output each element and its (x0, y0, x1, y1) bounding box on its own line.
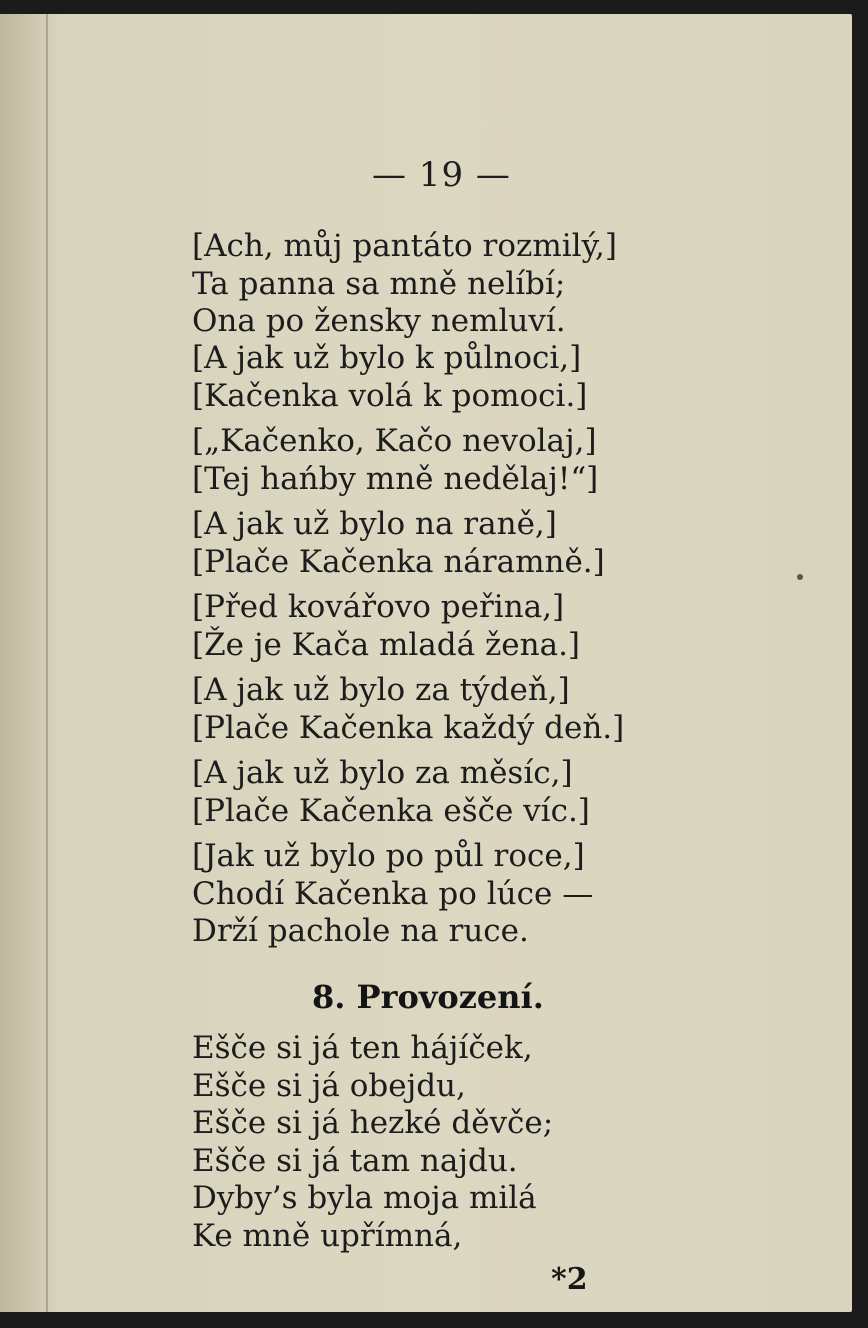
verse-line: [Plače Kačenka náramně.] (192, 543, 605, 580)
verse-line: [A jak už bylo na raně,] (192, 506, 557, 542)
verse-line: Ešče si já ten hájíček, (192, 1030, 533, 1066)
stanza-3 (192, 423, 598, 498)
stanza-7 (192, 755, 590, 830)
book-gutter (0, 14, 52, 1312)
verse-line: Ona po žensky nemluví. (192, 303, 566, 339)
verse-line: Ešče si já hezké děvče; (192, 1105, 554, 1141)
section-heading: 8. Provození. (312, 978, 544, 1016)
verse-line: Dyby’s byla moja milá (192, 1180, 537, 1216)
stanza-6 (192, 672, 624, 747)
stanza-final (192, 1030, 553, 1255)
verse-line: [Tej hańby mně nedělaj!“] (192, 460, 599, 497)
stanza-4 (192, 506, 605, 581)
stanza-5 (192, 589, 580, 664)
signature-mark: *2 (551, 1262, 588, 1297)
verse-line: Ešče si já tam najdu. (192, 1142, 518, 1179)
verse-line: Chodí Kačenka po lúce — (192, 875, 594, 912)
verse-line: [Plače Kačenka ešče víc.] (192, 792, 590, 829)
verse-line: Ke mně upřímná, (192, 1217, 463, 1254)
stanza-2 (192, 340, 587, 415)
verse-line: [Před kovářovo peřina,] (192, 589, 565, 625)
verse-line: [A jak už bylo k půlnoci,] (192, 340, 582, 376)
verse-line: [Kačenka volá k pomoci.] (192, 377, 588, 414)
gutter-crease (46, 14, 48, 1312)
verse-line: [Jak už bylo po půl roce,] (192, 838, 585, 874)
ink-speck (797, 574, 803, 580)
verse-line: [A jak už bylo za týdeň,] (192, 672, 570, 708)
verse-line: Drží pachole na ruce. (192, 913, 529, 949)
verse-line: [Že je Kača mladá žena.] (192, 626, 581, 663)
verse-line: Ešče si já obejdu, (192, 1067, 466, 1104)
stanza-8 (192, 838, 593, 951)
page-number: — 19 — (372, 155, 511, 195)
stanza-1 (192, 228, 617, 341)
verse-line: Ta panna sa mně nelíbí; (192, 265, 566, 302)
verse-line: [Ach, můj pantáto rozmilý,] (192, 228, 617, 264)
verse-line: [Plače Kačenka každý deň.] (192, 709, 625, 746)
verse-line: [A jak už bylo za měsíc,] (192, 755, 573, 791)
verse-line: [„Kačenko, Kačo nevolaj,] (192, 423, 597, 459)
